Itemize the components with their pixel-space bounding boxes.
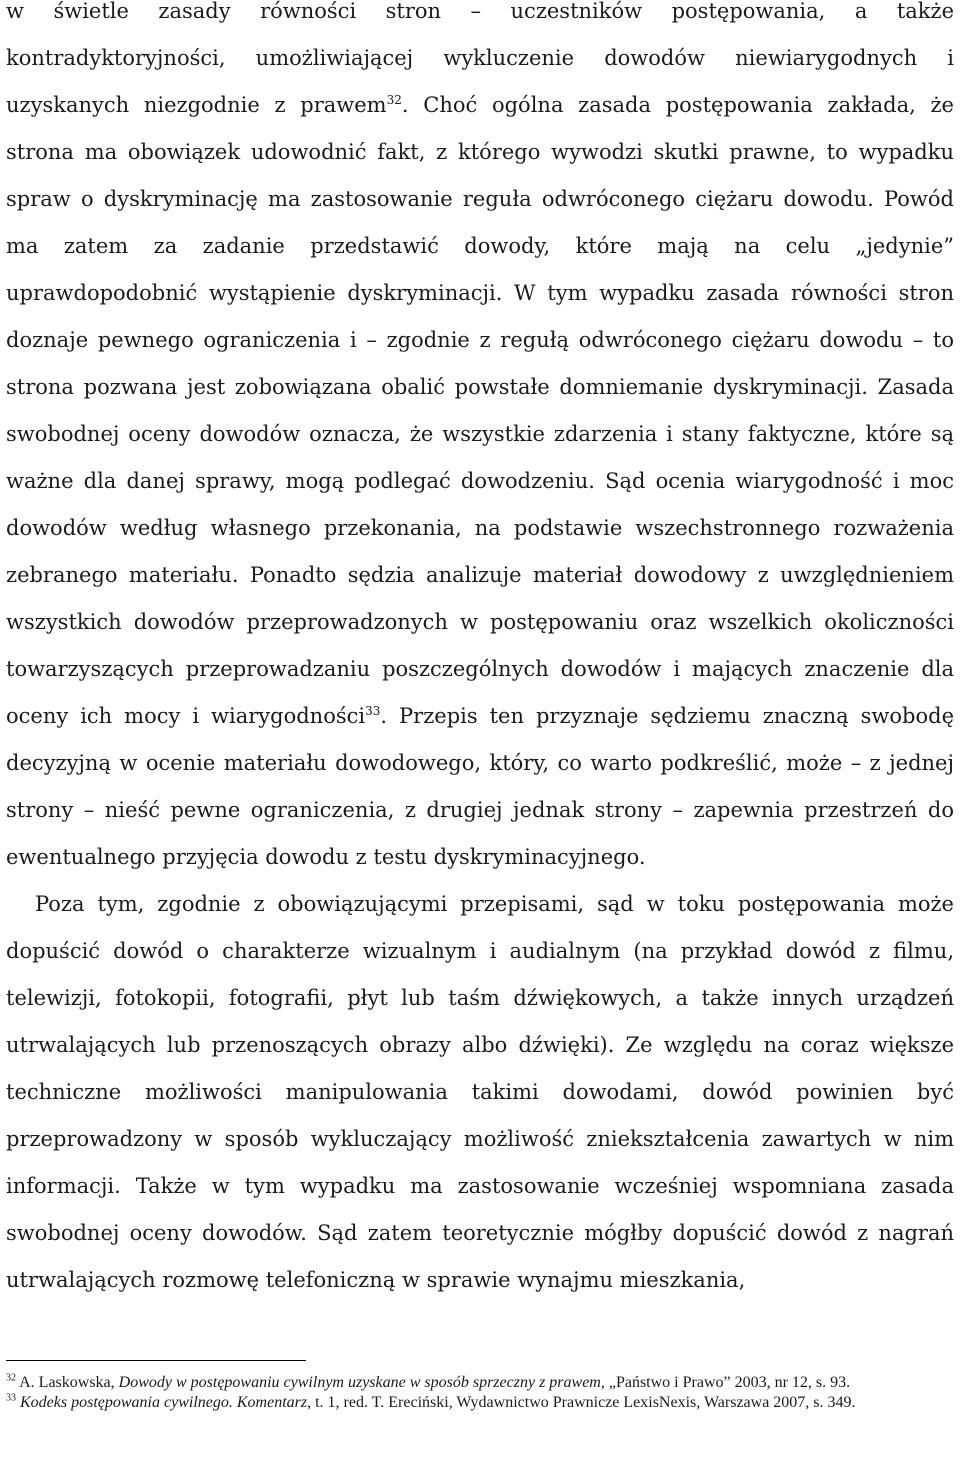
- paragraph-1: [6, 0, 954, 881]
- footnote-title: Kodeks postępowania cywilnego. Komentarz: [20, 1394, 308, 1411]
- paragraph-1-text-a: w świetle zasady równości stron – uczestników postępowania, a także kontradyktoryjności, umożliwiającej wykluczenie dowodów niewiarygodnych i uzyskanych niezgodnie z prawem: [6, 0, 954, 117]
- footnote-number: 32: [6, 1372, 16, 1384]
- document-page: [6, 0, 954, 1304]
- footnote-ref-33[interactable]: 33: [365, 704, 381, 718]
- footnote-33: [6, 1393, 954, 1413]
- footnote-details: , t. 1, red. T. Ereciński, Wydawnictwo Prawnicze LexisNexis, Warszawa 2007, s. 349.: [307, 1394, 856, 1411]
- body-text: [6, 0, 954, 1304]
- footnote-details: , „Państwo i Prawo” 2003, nr 12, s. 93.: [600, 1374, 851, 1391]
- footnote-ref-32[interactable]: 32: [386, 93, 402, 107]
- footnote-number: 33: [6, 1392, 16, 1404]
- paragraph-2: Poza tym, zgodnie z obowiązującymi przepisami, sąd w toku postępowania może dopuścić dowód o charakterze wizualnym i audialnym (na przykład dowód z filmu, telewizji, fotokopii, fotografii, płyt lub taśm dźwiękowych, a także innych urządzeń utrwalających lub przenoszących obrazy albo dźwięki). Ze względu na coraz większe techniczne możliwości manipulowania takimi dowodami, dowód powinien być przeprowadzony w sposób wykluczający możliwość zniekształcenia zawartych w nim informacji. Także w tym wypadku ma zastosowanie wcześniej wspomniana zasada swobodnej oceny dowodów. Sąd zatem teoretycznie mógłby dopuścić dowód z nagrań utrwalających rozmowę telefoniczną w sprawie wynajmu mieszkania,: [6, 892, 954, 1292]
- footnote-32: [6, 1373, 954, 1393]
- footnote-author: A. Laskowska,: [16, 1374, 119, 1391]
- footnote-divider: [6, 1360, 306, 1361]
- footnotes: [6, 1360, 954, 1413]
- footnote-title: Dowody w postępowaniu cywilnym uzyskane w sposób sprzeczny z prawem: [118, 1374, 601, 1391]
- paragraph-1-text-b: . Choć ogólna zasada postępowania zakłada, że strona ma obowiązek udowodnić fakt, z którego wywodzi skutki prawne, to wypadku spraw o dyskryminację ma zastosowanie reguła odwróconego ciężaru dowodu. Powód ma zatem za zadanie przedstawić dowody, które mają na celu „jedynie” uprawdopodobnić wystąpienie dyskryminacji. W tym wypadku zasada równości stron doznaje pewnego ograniczenia i – zgodnie z regułą odwróconego ciężaru dowodu – to strona pozwana jest zobowiązana obalić powstałe domniemanie dyskryminacji. Zasada swobodnej oceny dowodów oznacza, że wszystkie zdarzenia i stany faktyczne, które są ważne dla danej sprawy, mogą podlegać dowodzeniu. Sąd ocenia wiarygodność i moc dowodów według własnego przekonania, na podstawie wszechstronnego rozważenia zebranego materiału. Ponadto sędzia analizuje materiał dowodowy z uwzględnieniem wszystkich dowodów przeprowadzonych w postępowaniu oraz wszelkich okoliczności towarzyszących przeprowadzaniu poszczególnych dowodów i mających znaczenie dla oceny ich mocy i wiarygodności: [6, 93, 954, 728]
- paragraph-1-text-c: . Przepis ten przyznaje sędziemu znaczną swobodę decyzyjną w ocenie materiału dowodowego, który, co warto podkreślić, może – z jednej strony – nieść pewne ograniczenia, z drugiej jednak strony – zapewnia przestrzeń do ewentualnego przyjęcia dowodu z testu dyskryminacyjnego.: [6, 704, 955, 869]
